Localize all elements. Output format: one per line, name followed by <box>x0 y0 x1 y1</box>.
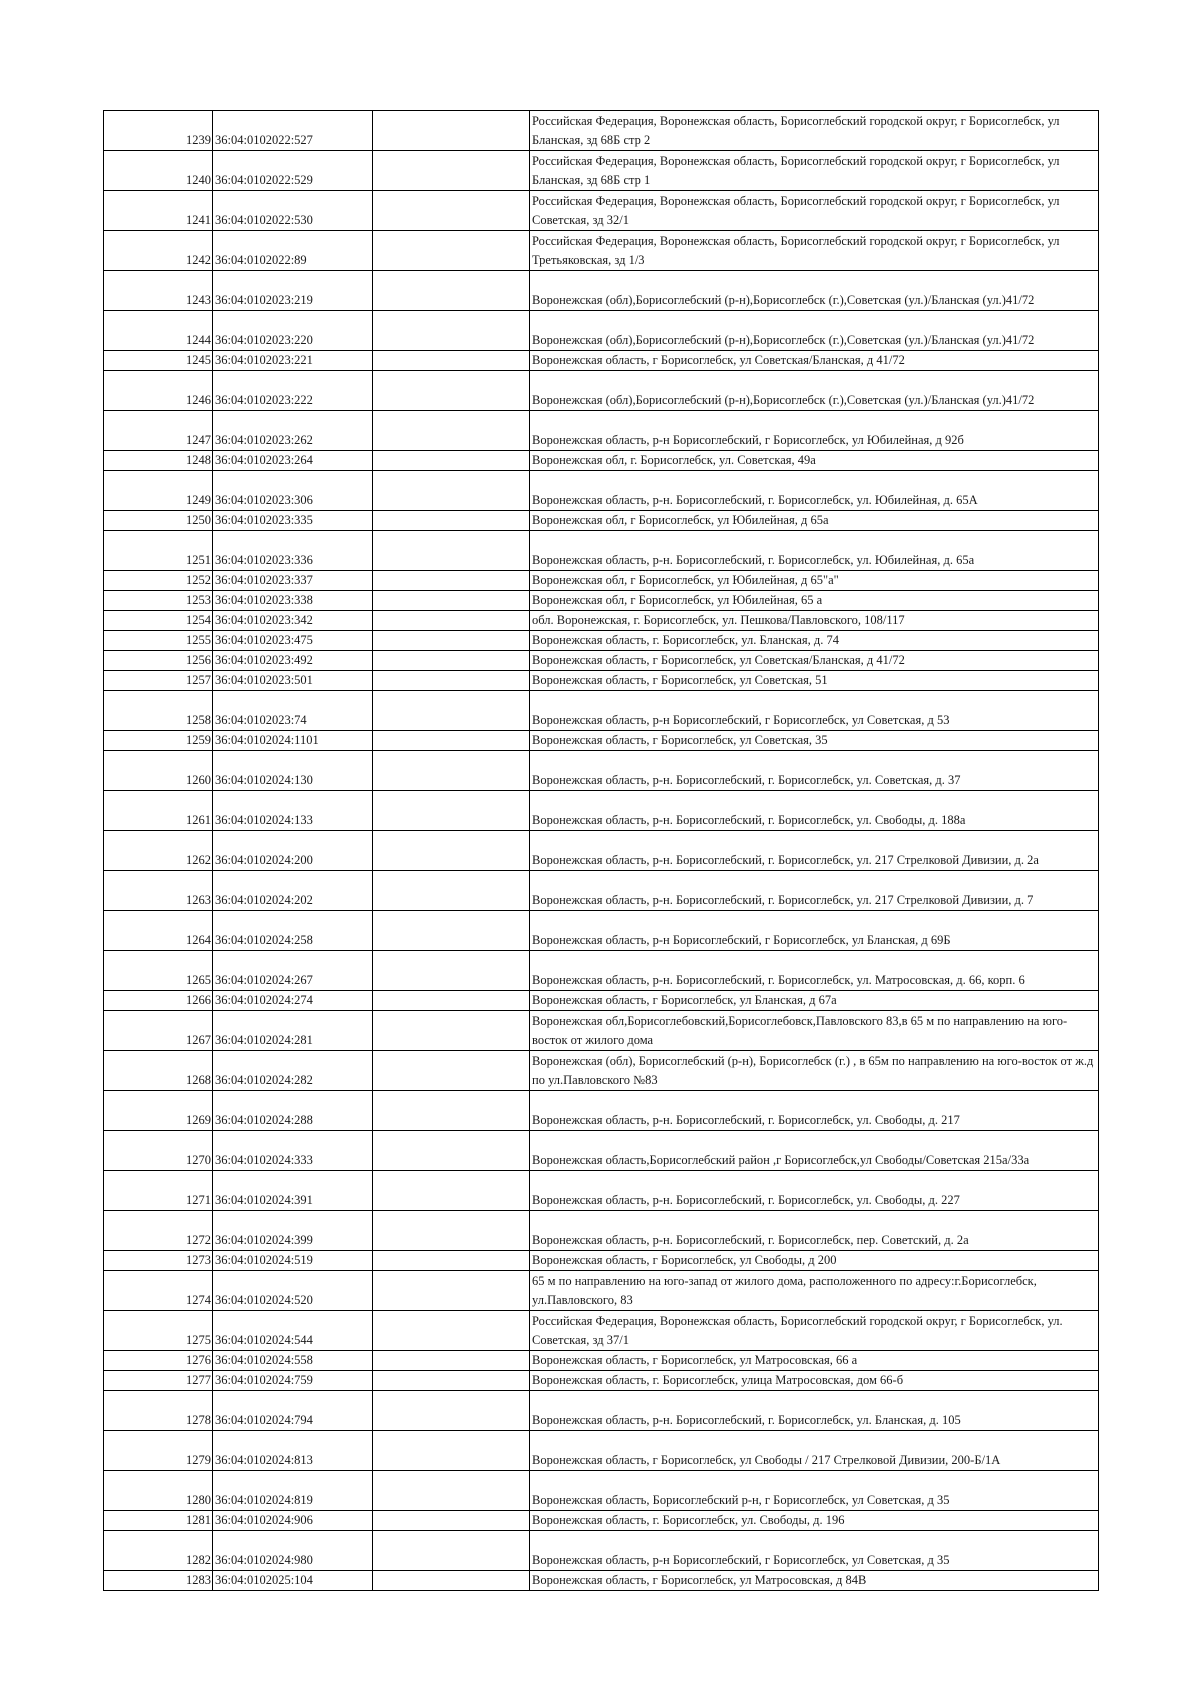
empty-cell <box>373 1471 530 1511</box>
cadastral-number-cell: 36:04:0102022:530 <box>213 191 373 231</box>
row-number-cell: 1245 <box>104 351 213 371</box>
row-number-cell: 1280 <box>104 1471 213 1511</box>
cadastral-number-cell: 36:04:0102024:130 <box>213 751 373 791</box>
empty-cell <box>373 651 530 671</box>
address-cell: Российская Федерация, Воронежская область, Борисоглебский городской округ, г Борисоглебск, ул Советская, зд 32/1 <box>530 191 1099 231</box>
row-number-cell: 1246 <box>104 371 213 411</box>
cadastral-registry-table <box>103 110 1099 1591</box>
table-row <box>104 651 1099 671</box>
row-number-cell: 1271 <box>104 1171 213 1211</box>
empty-cell <box>373 1211 530 1251</box>
cadastral-number-cell: 36:04:0102024:133 <box>213 791 373 831</box>
cadastral-number-cell: 36:04:0102023:335 <box>213 511 373 531</box>
row-number-cell: 1262 <box>104 831 213 871</box>
row-number-cell: 1274 <box>104 1271 213 1311</box>
row-number-cell: 1260 <box>104 751 213 791</box>
table-row <box>104 1431 1099 1471</box>
address-cell: Воронежская область, г. Борисоглебск, ул. Свободы, д. 196 <box>530 1511 1099 1531</box>
empty-cell <box>373 451 530 471</box>
address-cell: 65 м по направлению на юго-запад от жилого дома, расположенного по адресу:г.Борисоглебск, ул.Павловского, 83 <box>530 1271 1099 1311</box>
row-number-cell: 1268 <box>104 1051 213 1091</box>
cadastral-number-cell: 36:04:0102023:342 <box>213 611 373 631</box>
empty-cell <box>373 231 530 271</box>
address-cell: Российская Федерация, Воронежская область, Борисоглебский городской округ, г Борисоглебск, ул. Советская, зд 37/1 <box>530 1311 1099 1351</box>
empty-cell <box>373 611 530 631</box>
address-cell: Воронежская область, г Борисоглебск, ул Советская, 51 <box>530 671 1099 691</box>
address-cell: Воронежская (обл), Борисоглебский (р-н), Борисоглебск (г.) , в 65м по направлению на юго-восток от ж.д по ул.Павловского №83 <box>530 1051 1099 1091</box>
address-cell: Воронежская область, г. Борисоглебск, улица Матросовская, дом 66-б <box>530 1371 1099 1391</box>
empty-cell <box>373 1431 530 1471</box>
table-row <box>104 1391 1099 1431</box>
empty-cell <box>373 751 530 791</box>
row-number-cell: 1276 <box>104 1351 213 1371</box>
empty-cell <box>373 111 530 151</box>
cadastral-number-cell: 36:04:0102023:492 <box>213 651 373 671</box>
empty-cell <box>373 271 530 311</box>
row-number-cell: 1252 <box>104 571 213 591</box>
table-row <box>104 1211 1099 1251</box>
address-cell: Воронежская область, г Борисоглебск, ул Советская/Бланская, д 41/72 <box>530 351 1099 371</box>
empty-cell <box>373 1131 530 1171</box>
row-number-cell: 1279 <box>104 1431 213 1471</box>
address-cell: Воронежская область, р-н. Борисоглебский, г. Борисоглебск, ул. Юбилейная, д. 65а <box>530 531 1099 571</box>
cadastral-number-cell: 36:04:0102024:267 <box>213 951 373 991</box>
cadastral-number-cell: 36:04:0102024:1101 <box>213 731 373 751</box>
row-number-cell: 1243 <box>104 271 213 311</box>
table-row <box>104 271 1099 311</box>
address-cell: Воронежская область, Борисоглебский р-н, г Борисоглебск, ул Советская, д 35 <box>530 1471 1099 1511</box>
cadastral-number-cell: 36:04:0102023:221 <box>213 351 373 371</box>
row-number-cell: 1253 <box>104 591 213 611</box>
empty-cell <box>373 791 530 831</box>
address-cell: Воронежская обл, г Борисоглебск, ул Юбилейная, 65 а <box>530 591 1099 611</box>
cadastral-number-cell: 36:04:0102022:89 <box>213 231 373 271</box>
empty-cell <box>373 1511 530 1531</box>
address-cell: Воронежская (обл),Борисоглебский (р-н),Борисоглебск (г.),Советская (ул.)/Бланская (ул.)41/72 <box>530 311 1099 351</box>
cadastral-number-cell: 36:04:0102024:200 <box>213 831 373 871</box>
cadastral-number-cell: 36:04:0102024:288 <box>213 1091 373 1131</box>
table-row <box>104 1531 1099 1571</box>
cadastral-number-cell: 36:04:0102024:544 <box>213 1311 373 1351</box>
empty-cell <box>373 1351 530 1371</box>
cadastral-number-cell: 36:04:0102023:264 <box>213 451 373 471</box>
empty-cell <box>373 531 530 571</box>
empty-cell <box>373 1011 530 1051</box>
address-cell: Воронежская область, г Борисоглебск, ул Матросовская, д 84В <box>530 1571 1099 1591</box>
row-number-cell: 1259 <box>104 731 213 751</box>
cadastral-number-cell: 36:04:0102024:813 <box>213 1431 373 1471</box>
table-row <box>104 991 1099 1011</box>
address-cell: Российская Федерация, Воронежская область, Борисоглебский городской округ, г Борисоглебск, ул Третьяковская, зд 1/3 <box>530 231 1099 271</box>
address-cell: Воронежская область, г Борисоглебск, ул Бланская, д 67а <box>530 991 1099 1011</box>
cadastral-number-cell: 36:04:0102023:220 <box>213 311 373 351</box>
address-cell: Воронежская область, р-н. Борисоглебский, г. Борисоглебск, ул. Бланская, д. 105 <box>530 1391 1099 1431</box>
address-cell: Воронежская область, р-н. Борисоглебский, г. Борисоглебск, ул. Свободы, д. 217 <box>530 1091 1099 1131</box>
cadastral-number-cell: 36:04:0102024:520 <box>213 1271 373 1311</box>
cadastral-number-cell: 36:04:0102024:258 <box>213 911 373 951</box>
address-cell: Воронежская область,Борисоглебский район ,г Борисоглебск,ул Свободы/Советская 215а/33а <box>530 1131 1099 1171</box>
table-row <box>104 1051 1099 1091</box>
address-cell: Российская Федерация, Воронежская область, Борисоглебский городской округ, г Борисоглебск, ул Бланская, зд 68Б стр 1 <box>530 151 1099 191</box>
row-number-cell: 1263 <box>104 871 213 911</box>
empty-cell <box>373 191 530 231</box>
cadastral-number-cell: 36:04:0102023:337 <box>213 571 373 591</box>
address-cell: Воронежская область, р-н. Борисоглебский, г. Борисоглебск, ул. 217 Стрелковой Дивизии, д. 2а <box>530 831 1099 871</box>
row-number-cell: 1256 <box>104 651 213 671</box>
row-number-cell: 1249 <box>104 471 213 511</box>
empty-cell <box>373 1251 530 1271</box>
address-cell: Воронежская область, р-н. Борисоглебский, г. Борисоглебск, пер. Советский, д. 2а <box>530 1211 1099 1251</box>
empty-cell <box>373 951 530 991</box>
table-row <box>104 1371 1099 1391</box>
address-cell: Российская Федерация, Воронежская область, Борисоглебский городской округ, г Борисоглебск, ул Бланская, зд 68Б стр 2 <box>530 111 1099 151</box>
address-cell: Воронежская область, г Борисоглебск, ул Матросовская, 66 а <box>530 1351 1099 1371</box>
table-row <box>104 351 1099 371</box>
table-row <box>104 1471 1099 1511</box>
table-row <box>104 911 1099 951</box>
table-row <box>104 791 1099 831</box>
table-row <box>104 571 1099 591</box>
table-row <box>104 411 1099 451</box>
row-number-cell: 1248 <box>104 451 213 471</box>
registry-table-body <box>104 111 1099 1591</box>
cadastral-number-cell: 36:04:0102023:306 <box>213 471 373 511</box>
table-row <box>104 951 1099 991</box>
cadastral-number-cell: 36:04:0102024:399 <box>213 1211 373 1251</box>
table-row <box>104 1171 1099 1211</box>
table-row <box>104 1251 1099 1271</box>
address-cell: Воронежская обл, г. Борисоглебск, ул. Советская, 49а <box>530 451 1099 471</box>
empty-cell <box>373 831 530 871</box>
empty-cell <box>373 1051 530 1091</box>
row-number-cell: 1278 <box>104 1391 213 1431</box>
cadastral-number-cell: 36:04:0102022:527 <box>213 111 373 151</box>
table-row <box>104 1091 1099 1131</box>
table-row <box>104 191 1099 231</box>
table-row <box>104 451 1099 471</box>
table-row <box>104 231 1099 271</box>
table-row <box>104 111 1099 151</box>
table-row <box>104 1511 1099 1531</box>
empty-cell <box>373 671 530 691</box>
empty-cell <box>373 1171 530 1211</box>
empty-cell <box>373 1271 530 1311</box>
table-row <box>104 151 1099 191</box>
row-number-cell: 1273 <box>104 1251 213 1271</box>
cadastral-number-cell: 36:04:0102023:219 <box>213 271 373 311</box>
address-cell: Воронежская обл, г Борисоглебск, ул Юбилейная, д 65"а" <box>530 571 1099 591</box>
table-row <box>104 471 1099 511</box>
cadastral-number-cell: 36:04:0102023:336 <box>213 531 373 571</box>
cadastral-number-cell: 36:04:0102023:501 <box>213 671 373 691</box>
table-row <box>104 591 1099 611</box>
empty-cell <box>373 1531 530 1571</box>
empty-cell <box>373 591 530 611</box>
cadastral-number-cell: 36:04:0102024:202 <box>213 871 373 911</box>
row-number-cell: 1257 <box>104 671 213 691</box>
table-row <box>104 871 1099 911</box>
table-row <box>104 531 1099 571</box>
table-row <box>104 691 1099 731</box>
cadastral-number-cell: 36:04:0102024:391 <box>213 1171 373 1211</box>
table-row <box>104 671 1099 691</box>
empty-cell <box>373 871 530 911</box>
table-row <box>104 311 1099 351</box>
row-number-cell: 1240 <box>104 151 213 191</box>
address-cell: Воронежская область, р-н. Борисоглебский, г. Борисоглебск, ул. Свободы, д. 188а <box>530 791 1099 831</box>
row-number-cell: 1275 <box>104 1311 213 1351</box>
row-number-cell: 1258 <box>104 691 213 731</box>
row-number-cell: 1267 <box>104 1011 213 1051</box>
table-row <box>104 1271 1099 1311</box>
cadastral-number-cell: 36:04:0102023:74 <box>213 691 373 731</box>
row-number-cell: 1247 <box>104 411 213 451</box>
address-cell: Воронежская область, р-н Борисоглебский, г Борисоглебск, ул Советская, д 35 <box>530 1531 1099 1571</box>
row-number-cell: 1270 <box>104 1131 213 1171</box>
address-cell: Воронежская область, р-н. Борисоглебский, г. Борисоглебск, ул. Советская, д. 37 <box>530 751 1099 791</box>
row-number-cell: 1261 <box>104 791 213 831</box>
cadastral-number-cell: 36:04:0102024:558 <box>213 1351 373 1371</box>
address-cell: Воронежская обл,Борисоглебовский,Борисоглебовск,Павловского 83,в 65 м по направлению на юго-восток от жилого дома <box>530 1011 1099 1051</box>
empty-cell <box>373 571 530 591</box>
empty-cell <box>373 151 530 191</box>
address-cell: Воронежская область, р-н Борисоглебский, г Борисоглебск, ул Юбилейная, д 92б <box>530 411 1099 451</box>
empty-cell <box>373 471 530 511</box>
address-cell: Воронежская область, р-н Борисоглебский, г Борисоглебск, ул Советская, д 53 <box>530 691 1099 731</box>
row-number-cell: 1239 <box>104 111 213 151</box>
table-row <box>104 371 1099 411</box>
empty-cell <box>373 511 530 531</box>
row-number-cell: 1254 <box>104 611 213 631</box>
address-cell: Воронежская обл, г Борисоглебск, ул Юбилейная, д 65а <box>530 511 1099 531</box>
row-number-cell: 1250 <box>104 511 213 531</box>
address-cell: Воронежская (обл),Борисоглебский (р-н),Борисоглебск (г.),Советская (ул.)/Бланская (ул.)41/72 <box>530 371 1099 411</box>
empty-cell <box>373 631 530 651</box>
address-cell: Воронежская область, р-н. Борисоглебский, г. Борисоглебск, ул. Свободы, д. 227 <box>530 1171 1099 1211</box>
row-number-cell: 1281 <box>104 1511 213 1531</box>
table-row <box>104 611 1099 631</box>
table-row <box>104 1131 1099 1171</box>
table-row <box>104 731 1099 751</box>
cadastral-number-cell: 36:04:0102023:338 <box>213 591 373 611</box>
empty-cell <box>373 991 530 1011</box>
table-row <box>104 511 1099 531</box>
empty-cell <box>373 411 530 451</box>
address-cell: Воронежская область, р-н Борисоглебский, г Борисоглебск, ул Бланская, д 69Б <box>530 911 1099 951</box>
cadastral-number-cell: 36:04:0102023:222 <box>213 371 373 411</box>
empty-cell <box>373 691 530 731</box>
table-row <box>104 1351 1099 1371</box>
address-cell: Воронежская область, г Борисоглебск, ул Свободы, д 200 <box>530 1251 1099 1271</box>
table-row <box>104 751 1099 791</box>
address-cell: Воронежская область, г. Борисоглебск, ул. Бланская, д. 74 <box>530 631 1099 651</box>
row-number-cell: 1241 <box>104 191 213 231</box>
address-cell: Воронежская область, р-н. Борисоглебский, г. Борисоглебск, ул. 217 Стрелковой Дивизии, д. 7 <box>530 871 1099 911</box>
empty-cell <box>373 1391 530 1431</box>
table-row <box>104 831 1099 871</box>
cadastral-number-cell: 36:04:0102024:519 <box>213 1251 373 1271</box>
cadastral-number-cell: 36:04:0102023:475 <box>213 631 373 651</box>
address-cell: Воронежская область, г Борисоглебск, ул Советская, 35 <box>530 731 1099 751</box>
row-number-cell: 1265 <box>104 951 213 991</box>
table-row <box>104 1571 1099 1591</box>
address-cell: Воронежская область, р-н. Борисоглебский, г. Борисоглебск, ул. Юбилейная, д. 65А <box>530 471 1099 511</box>
cadastral-number-cell: 36:04:0102024:333 <box>213 1131 373 1171</box>
cadastral-number-cell: 36:04:0102024:819 <box>213 1471 373 1511</box>
address-cell: Воронежская область, г Борисоглебск, ул Советская/Бланская, д 41/72 <box>530 651 1099 671</box>
table-row <box>104 631 1099 651</box>
table-row <box>104 1011 1099 1051</box>
empty-cell <box>373 1371 530 1391</box>
row-number-cell: 1251 <box>104 531 213 571</box>
empty-cell <box>373 1311 530 1351</box>
table-row <box>104 1311 1099 1351</box>
row-number-cell: 1283 <box>104 1571 213 1591</box>
empty-cell <box>373 731 530 751</box>
cadastral-number-cell: 36:04:0102025:104 <box>213 1571 373 1591</box>
address-cell: Воронежская область, г Борисоглебск, ул Свободы / 217 Стрелковой Дивизии, 200-Б/1А <box>530 1431 1099 1471</box>
cadastral-number-cell: 36:04:0102024:906 <box>213 1511 373 1531</box>
row-number-cell: 1266 <box>104 991 213 1011</box>
cadastral-number-cell: 36:04:0102024:980 <box>213 1531 373 1571</box>
row-number-cell: 1255 <box>104 631 213 651</box>
empty-cell <box>373 311 530 351</box>
row-number-cell: 1272 <box>104 1211 213 1251</box>
cadastral-number-cell: 36:04:0102022:529 <box>213 151 373 191</box>
empty-cell <box>373 371 530 411</box>
row-number-cell: 1242 <box>104 231 213 271</box>
row-number-cell: 1282 <box>104 1531 213 1571</box>
cadastral-number-cell: 36:04:0102024:282 <box>213 1051 373 1091</box>
empty-cell <box>373 1571 530 1591</box>
row-number-cell: 1277 <box>104 1371 213 1391</box>
cadastral-number-cell: 36:04:0102024:274 <box>213 991 373 1011</box>
row-number-cell: 1269 <box>104 1091 213 1131</box>
cadastral-number-cell: 36:04:0102024:281 <box>213 1011 373 1051</box>
cadastral-number-cell: 36:04:0102023:262 <box>213 411 373 451</box>
address-cell: Воронежская область, р-н. Борисоглебский, г. Борисоглебск, ул. Матросовская, д. 66, корп. 6 <box>530 951 1099 991</box>
row-number-cell: 1244 <box>104 311 213 351</box>
cadastral-number-cell: 36:04:0102024:759 <box>213 1371 373 1391</box>
empty-cell <box>373 351 530 371</box>
address-cell: обл. Воронежская, г. Борисоглебск, ул. Пешкова/Павловского, 108/117 <box>530 611 1099 631</box>
row-number-cell: 1264 <box>104 911 213 951</box>
empty-cell <box>373 1091 530 1131</box>
cadastral-number-cell: 36:04:0102024:794 <box>213 1391 373 1431</box>
address-cell: Воронежская (обл),Борисоглебский (р-н),Борисоглебск (г.),Советская (ул.)/Бланская (ул.)41/72 <box>530 271 1099 311</box>
empty-cell <box>373 911 530 951</box>
